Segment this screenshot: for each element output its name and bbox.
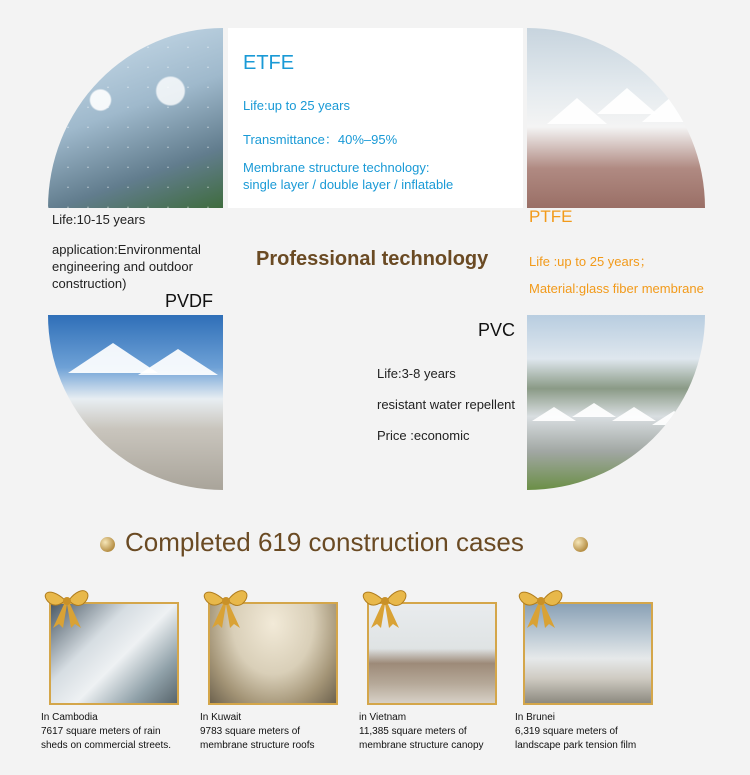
- case-line2: membrane structure canopy: [359, 740, 484, 751]
- cases-banner-text: Completed 619 construction cases: [125, 527, 524, 557]
- center-title: Professional technology: [256, 248, 489, 270]
- etfe-photo: [48, 28, 223, 208]
- pvdf-photo: [48, 315, 223, 490]
- ptfe-life: Life :up to 25 years；: [529, 254, 653, 269]
- case-card-brunei: [511, 578, 663, 768]
- case-line2: landscape park tension film: [515, 740, 637, 751]
- case-location: In Brunei: [515, 712, 556, 723]
- ptfe-material: Material:glass fiber membrane: [529, 281, 704, 296]
- pvc-title: PVC: [478, 320, 516, 340]
- case-location: in Vietnam: [359, 712, 407, 723]
- gift-bow-icon: [511, 578, 571, 630]
- pvc-resistant: resistant water repellent: [377, 397, 516, 412]
- case-caption: [359, 711, 484, 753]
- case-location: In Cambodia: [41, 712, 98, 723]
- etfe-tech-line1: Membrane structure technology:: [243, 160, 430, 175]
- pvdf-application-line1: application:Environmental: [52, 242, 201, 257]
- case-line1: 7617 square meters of rain: [41, 726, 161, 737]
- case-caption: [515, 711, 636, 753]
- pvdf-application-line2: engineering and outdoor: [52, 259, 193, 274]
- case-line1: 9783 square meters of: [200, 726, 301, 737]
- case-line2: sheds on commercial streets.: [41, 740, 172, 751]
- pvdf-life: Life:10-15 years: [52, 212, 146, 227]
- bullet-dot-icon: [573, 537, 588, 552]
- case-line1: 11,385 square meters of: [359, 726, 467, 737]
- etfe-transmittance: Transmittance：40%–95%: [243, 132, 398, 147]
- ptfe-photo: [527, 28, 705, 208]
- bullet-dot-icon: [100, 537, 115, 552]
- case-line1: 6,319 square meters of: [515, 726, 618, 737]
- case-card-kuwait: [196, 578, 348, 768]
- cases-banner: [100, 527, 600, 563]
- gift-bow-icon: [355, 578, 415, 630]
- etfe-life: Life:up to 25 years: [243, 98, 350, 113]
- pvc-life: Life:3-8 years: [377, 366, 456, 381]
- ptfe-title: PTFE: [529, 207, 573, 226]
- pvdf-application-line3: construction): [52, 276, 127, 291]
- etfe-title: ETFE: [243, 52, 295, 74]
- gift-bow-icon: [37, 578, 97, 630]
- case-line2: membrane structure roofs: [200, 740, 315, 751]
- case-caption: [200, 711, 315, 753]
- case-card-cambodia: [37, 578, 189, 768]
- pvdf-title: PVDF: [165, 291, 214, 311]
- etfe-tech-line2: single layer / double layer / inflatable: [243, 177, 454, 192]
- pvc-price: Price :economic: [377, 428, 470, 443]
- case-card-vietnam: [355, 578, 507, 768]
- case-caption: [41, 711, 171, 753]
- case-location: In Kuwait: [200, 712, 242, 723]
- gift-bow-icon: [196, 578, 256, 630]
- pvc-photo: [527, 315, 705, 490]
